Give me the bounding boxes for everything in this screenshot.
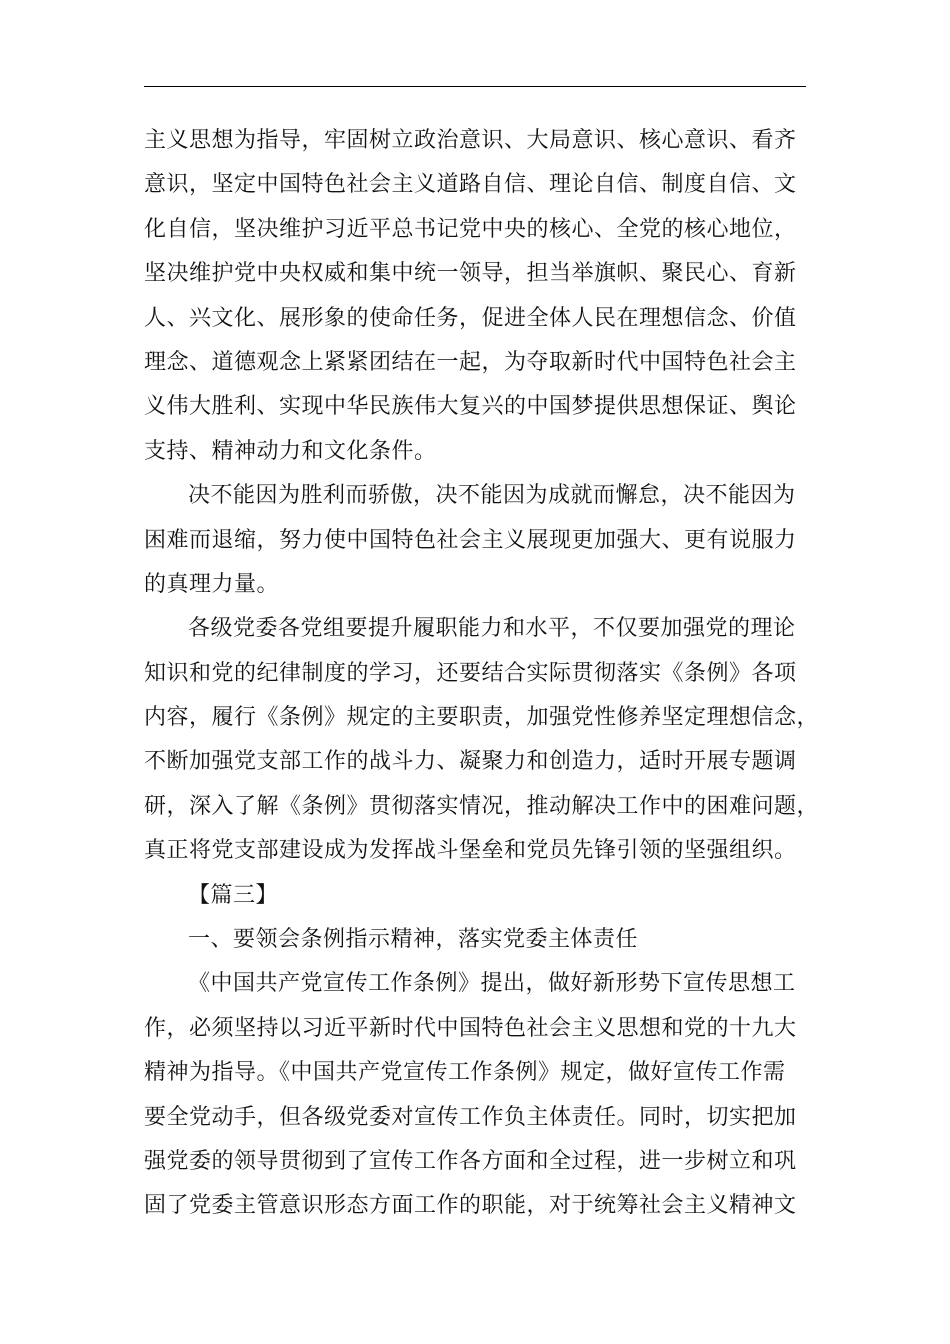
text-line: 真正将党支部建设成为发挥战斗堡垒和党员先锋引领的坚强组织。: [144, 838, 797, 864]
text-line: 理念、道德观念上紧紧团结在一起，为夺取新时代中国特色社会主: [144, 349, 797, 375]
text-line: 【篇三】: [188, 882, 279, 908]
text-line: 作，必须坚持以习近平新时代中国特色社会主义思想和党的十九大: [144, 1015, 797, 1041]
text-line: 坚决维护党中央权威和集中统一领导，担当举旗帜、聚民心、育新: [144, 261, 797, 287]
text-line: 一、要领会条例指示精神，落实党委主体责任: [188, 927, 639, 953]
text-line: 强党委的领导贯彻到了宣传工作各方面和全过程，进一步树立和巩: [144, 1148, 797, 1174]
text-line: 意识，坚定中国特色社会主义道路自信、理论自信、制度自信、文: [144, 172, 797, 198]
text-line: 《中国共产党宣传工作条例》提出，做好新形势下宣传思想工: [188, 971, 796, 997]
text-line: 主义思想为指导，牢固树立政治意识、大局意识、核心意识、看齐: [144, 128, 797, 153]
text-line: 困难而退缩，努力使中国特色社会主义展现更加强大、更有说服力: [144, 527, 797, 553]
text-line: 知识和党的纪律制度的学习，还要结合实际贯彻落实《条例》各项: [144, 660, 797, 686]
text-line: 要全党动手，但各级党委对宣传工作负主体责任。同时，切实把加: [144, 1104, 797, 1130]
text-line: 各级党委各党组要提升履职能力和水平，不仅要加强党的理论: [188, 616, 796, 642]
document-body: [144, 119, 820, 1229]
text-line: 化自信，坚决维护习近平总书记党中央的核心、全党的核心地位，: [144, 216, 797, 242]
header-rule: [144, 86, 806, 87]
text-line: 精神为指导。《中国共产党宣传工作条例》规定，做好宣传工作需: [144, 1060, 786, 1086]
text-line: 支持、精神动力和文化条件。: [144, 438, 437, 464]
text-line: 不断加强党支部工作的战斗力、凝聚力和创造力，适时开展专题调: [144, 749, 797, 775]
text-line: 内容，履行《条例》规定的主要职责，加强党性修养坚定理想信念，: [144, 705, 820, 731]
text-line: 人、兴文化、展形象的使命任务，促进全体人民在理想信念、价值: [144, 305, 797, 331]
text-line: 决不能因为胜利而骄傲，决不能因为成就而懈怠，决不能因为: [188, 483, 796, 509]
text-line: 研，深入了解《条例》贯彻落实情况，推动解决工作中的困难问题，: [144, 793, 820, 819]
text-line: 固了党委主管意识形态方面工作的职能，对于统筹社会主义精神文: [144, 1193, 797, 1219]
text-line: 义伟大胜利、实现中华民族伟大复兴的中国梦提供思想保证、舆论: [144, 394, 797, 420]
text-line: 的真理力量。: [144, 571, 280, 597]
